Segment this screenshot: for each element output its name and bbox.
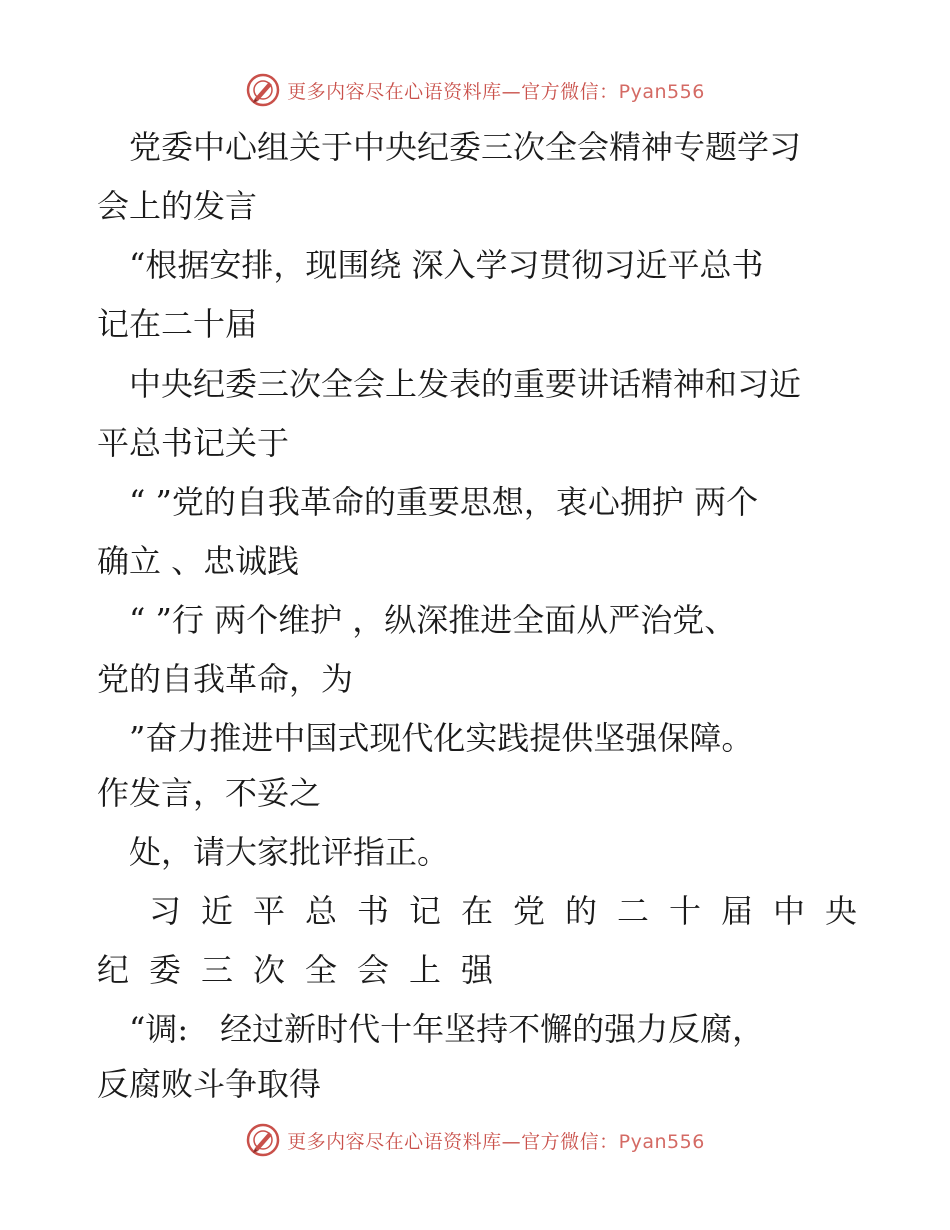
text-line: 党的自我革命，为 xyxy=(97,660,354,698)
header-banner-text: 更多内容尽在心语资料库—官方微信：Pyan556 xyxy=(287,80,705,103)
pen-logo-icon xyxy=(245,1122,281,1158)
text-line: 记在二十届 xyxy=(97,305,258,343)
text-line: ”奋力推进中国式现代化实践提供坚强保障。 xyxy=(97,719,754,757)
text-line: 作发言，不妥之 xyxy=(97,774,322,812)
text-line: “ ”党的自我革命的重要思想，衷心拥护 两个 xyxy=(97,483,759,521)
footer-banner xyxy=(0,1120,950,1160)
text-line: 处，请大家批评指正。 xyxy=(97,833,450,871)
text-line: 纪委三次全会上强 xyxy=(97,951,514,989)
text-line: 确立 、忠诚践 xyxy=(97,542,300,580)
text-line: “根据安排，现围绕 深入学习贯彻习近平总书 xyxy=(97,246,764,284)
document-title-line-1: 党委中心组关于中央纪委三次全会精神专题学习 xyxy=(97,128,802,166)
text-line: 平总书记关于 xyxy=(97,424,290,462)
text-line: 反腐败斗争取得 xyxy=(97,1065,322,1103)
text-line: 习近平总书记在党的二十届中央 xyxy=(97,892,878,930)
text-line: “调: 经过新时代十年坚持不懈的强力反腐， xyxy=(97,1010,765,1048)
pen-logo-icon xyxy=(245,72,281,108)
document-title-line-2: 会上的发言 xyxy=(97,187,258,225)
text-line: “ ”行 两个维护 ，纵深推进全面从严治党、 xyxy=(97,601,737,639)
header-wechat-id: Pyan556 xyxy=(618,80,705,103)
footer-banner-text: 更多内容尽在心语资料库—官方微信：Pyan556 xyxy=(287,1130,705,1153)
header-banner xyxy=(0,70,950,110)
footer-wechat-id: Pyan556 xyxy=(618,1130,705,1153)
text-line: 中央纪委三次全会上发表的重要讲话精神和习近 xyxy=(97,365,802,403)
